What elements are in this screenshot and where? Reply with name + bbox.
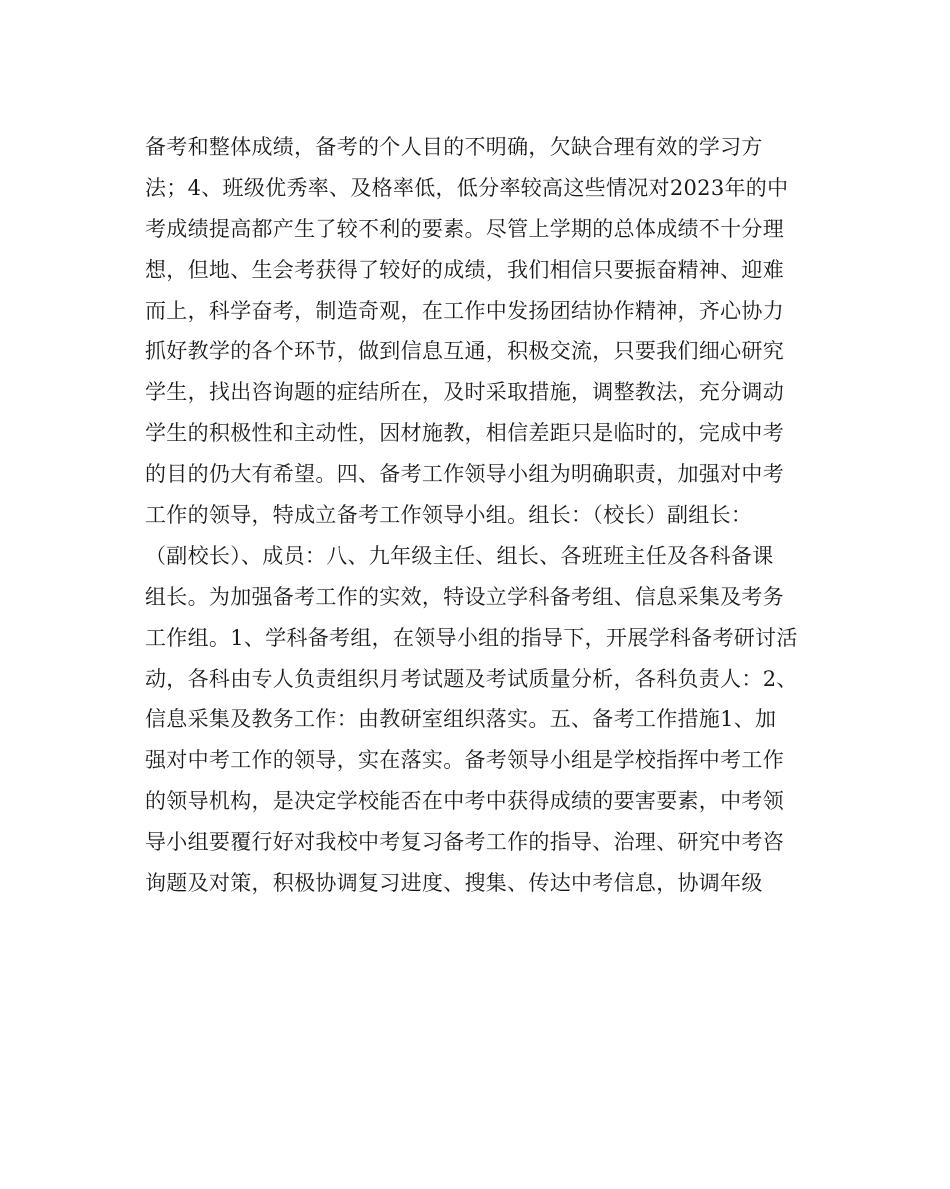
text-line: 考成绩提高都产生了较不利的要素。尽管上学期的总体成绩不十分理	[145, 216, 784, 241]
text-line: 学生，找出咨询题的症结所在，及时采取措施，调整教法，充分调动	[145, 380, 784, 405]
text-line: 工作组。1、学科备考组，在领导小组的指导下，开展学科备考研讨活	[145, 625, 798, 650]
text-line: 的领导机构，是决定学校能否在中考中获得成绩的要害要素，中考领	[145, 789, 784, 814]
text-line: 学生的积极性和主动性，因材施教，相信差距只是临时的，完成中考	[145, 421, 784, 446]
text-line: 想，但地、生会考获得了较好的成绩，我们相信只要振奋精神、迎难	[145, 257, 784, 282]
text-line: 抓好教学的各个环节，做到信息互通，积极交流，只要我们细心研究	[145, 339, 784, 364]
text-line: 组长。为加强备考工作的实效，特设立学科备考组、信息采集及考务	[145, 584, 784, 609]
text-line: 询题及对策，积极协调复习进度、搜集、传达中考信息，协调年级	[145, 871, 763, 896]
text-line: 法；4、班级优秀率、及格率低，低分率较高这些情况对2023年的中	[145, 175, 789, 200]
text-line: 备考和整体成绩，备考的个人目的不明确，欠缺合理有效的学习方	[145, 135, 763, 159]
body-text	[145, 127, 815, 904]
text-line: 动，各科由专人负责组织月考试题及考试质量分析，各科负责人：2、	[145, 666, 798, 691]
text-line: （副校长）、成员：八、九年级主任、组长、各班班主任及各科备课	[145, 543, 774, 568]
text-line: 信息采集及教务工作：由教研室组织落实。五、备考工作措施1、加	[145, 707, 777, 732]
text-line: 而上，科学奋考，制造奇观，在工作中发扬团结协作精神，齐心协力	[145, 298, 784, 323]
text-line: 导小组要覆行好对我校中考复习备考工作的指导、治理、研究中考咨	[145, 830, 784, 855]
text-line: 工作的领导，特成立备考工作领导小组。组长：（校长）副组长：	[145, 503, 753, 528]
text-line: 强对中考工作的领导，实在落实。备考领导小组是学校指挥中考工作	[145, 748, 784, 773]
text-line: 的目的仍大有希望。四、备考工作领导小组为明确职责，加强对中考	[145, 462, 784, 487]
